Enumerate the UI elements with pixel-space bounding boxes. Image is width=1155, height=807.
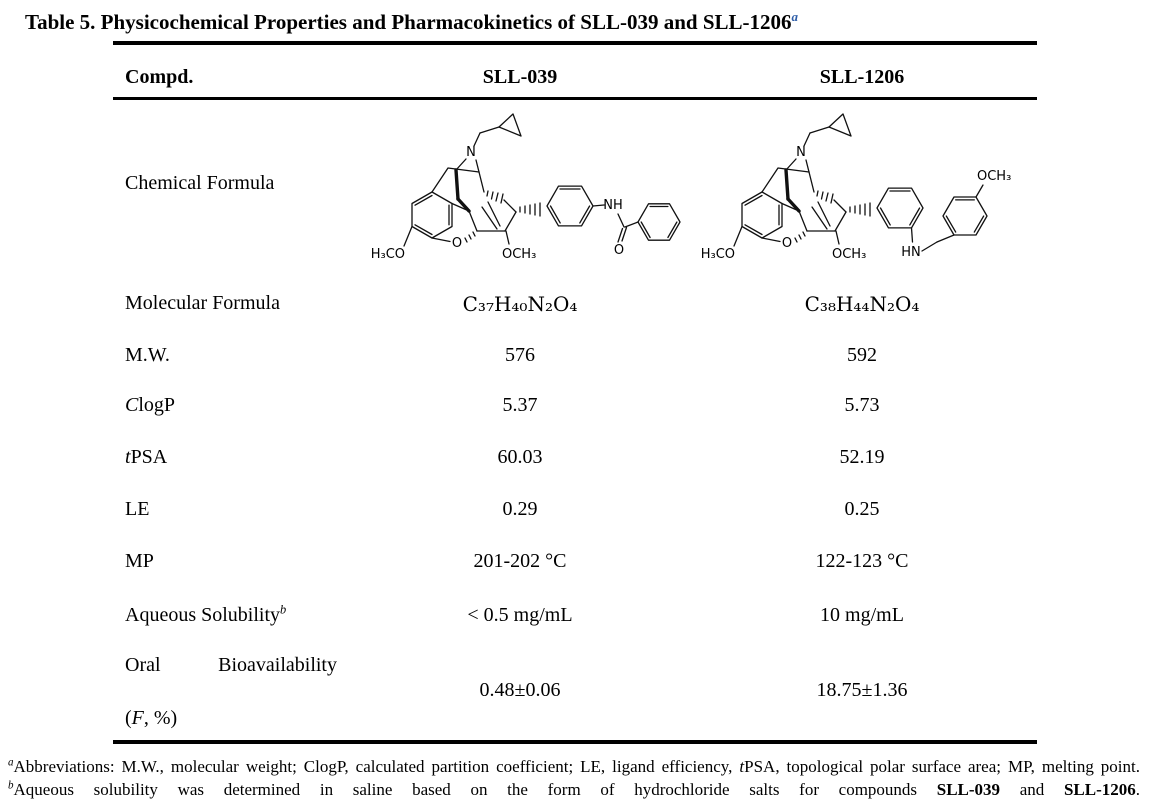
molecular-formula-sll1206: C₃₈H₄₄N₂O₄ xyxy=(804,292,920,316)
footnote-italic-t: t xyxy=(739,757,745,776)
footnote-marker-a: a xyxy=(8,756,14,769)
sll039-och3-label: OCH₃ xyxy=(502,247,537,262)
footnote-bold-sll039: SLL-039 xyxy=(936,780,1001,799)
footnote-part1: Abbreviations: M.W., molecular weight; ClogP, calculated partition coefficient; LE, ligand efficiency, xyxy=(13,757,740,776)
aqueous-solubility-text: Aqueous Solubility xyxy=(125,604,281,626)
oral-bioavailability-sll1206: 18.75±1.36 xyxy=(816,679,908,701)
mp-sll039: 201-202 °C xyxy=(473,550,567,572)
tpsa-sll039: 60.03 xyxy=(497,446,543,468)
tpsa-sll1206: 52.19 xyxy=(839,446,885,468)
sll1206-och3-label: OCH₃ xyxy=(832,247,867,262)
row-label-mw: M.W. xyxy=(125,344,170,366)
solubility-sll039: < 0.5 mg/mL xyxy=(467,604,573,626)
footnote-part2: PSA, topological polar surface area; MP, melting point. xyxy=(744,757,1140,776)
footnote-bold-sll1206: SLL-1206 xyxy=(1063,780,1136,799)
mp-sll1206: 122-123 °C xyxy=(815,550,909,572)
sll1206-bold-bridge xyxy=(786,170,799,211)
sll1206-n-label: N xyxy=(796,145,806,160)
f-paren-open: ( xyxy=(125,707,132,729)
f-suffix: , %) xyxy=(143,707,178,729)
mw-sll1206: 592 xyxy=(847,344,877,366)
sll039-carbonyl-o-label: O xyxy=(613,243,625,258)
mw-sll039: 576 xyxy=(505,344,535,366)
oral-bioavailability-sll039: 0.48±0.06 xyxy=(479,679,561,701)
sll039-furan-o-label: O xyxy=(451,236,463,251)
solubility-sll1206: 10 mg/mL xyxy=(820,604,904,626)
row-label-aqueous-solubility xyxy=(125,604,286,627)
sll1206-h3co-label: H₃CO xyxy=(700,247,735,262)
sll039-n-label: N xyxy=(466,145,476,160)
row-label-tpsa xyxy=(125,446,167,469)
clogp-rest: logP xyxy=(138,394,176,416)
aqueous-solubility-superscript: b xyxy=(280,602,287,617)
row-label-chemical-formula: Chemical Formula xyxy=(125,172,275,194)
clogp-italic-c: C xyxy=(125,394,139,416)
sll039-bond-skeleton xyxy=(404,114,680,246)
row-label-clogp xyxy=(125,394,175,417)
table-bottom-rule xyxy=(113,740,1037,744)
table-title xyxy=(25,9,798,35)
header-sll1206: SLL-1206 xyxy=(819,66,905,88)
oral-word: Oral xyxy=(125,654,161,676)
header-sll039: SLL-039 xyxy=(482,66,558,88)
sll039-h3co-label: H₃CO xyxy=(370,247,405,262)
footnote-part3: Aqueous solubility was determined in saline based on the form of hydrochloride salts for compounds xyxy=(13,780,937,799)
le-sll1206: 0.25 xyxy=(844,498,880,520)
row-label-mp: MP xyxy=(125,550,154,572)
header-compound: Compd. xyxy=(125,66,194,88)
f-italic: F xyxy=(131,707,144,729)
clogp-sll039: 5.37 xyxy=(502,394,538,416)
sll1206-furan-o-label: O xyxy=(781,236,793,251)
row-label-le: LE xyxy=(125,498,150,520)
sll039-nh-label: NH xyxy=(603,198,623,213)
table-footnote xyxy=(8,755,1140,801)
table-title-text: Table 5. Physicochemical Properties and Pharmacokinetics of SLL-039 and SLL-1206 xyxy=(25,10,792,34)
tpsa-rest: PSA xyxy=(130,446,168,468)
table-top-rule xyxy=(113,41,1037,45)
footnote-part5: . xyxy=(1135,780,1141,799)
bioavailability-word: Bioavailability xyxy=(218,654,337,676)
sll1206-structure xyxy=(700,100,1025,285)
le-sll039: 0.29 xyxy=(502,498,538,520)
molecular-formula-sll039: C₃₇H₄₀N₂O₄ xyxy=(462,292,578,316)
sll1206-bond-skeleton xyxy=(734,114,987,251)
footnote-marker-b: b xyxy=(8,779,14,792)
row-label-molecular-formula: Molecular Formula xyxy=(125,292,280,314)
tpsa-italic-t: t xyxy=(125,446,131,468)
sll1206-hn-label: HN xyxy=(901,245,921,260)
clogp-sll1206: 5.73 xyxy=(844,394,880,416)
sll039-structure xyxy=(370,100,690,285)
row-label-oral-bioavailability xyxy=(125,654,337,677)
table-title-superscript: a xyxy=(791,9,799,24)
row-label-f-percent xyxy=(125,707,177,730)
sll039-bold-bridge xyxy=(456,170,469,211)
footnote-part4: and xyxy=(1000,780,1064,799)
sll1206-top-och3-label: OCH₃ xyxy=(977,169,1012,184)
